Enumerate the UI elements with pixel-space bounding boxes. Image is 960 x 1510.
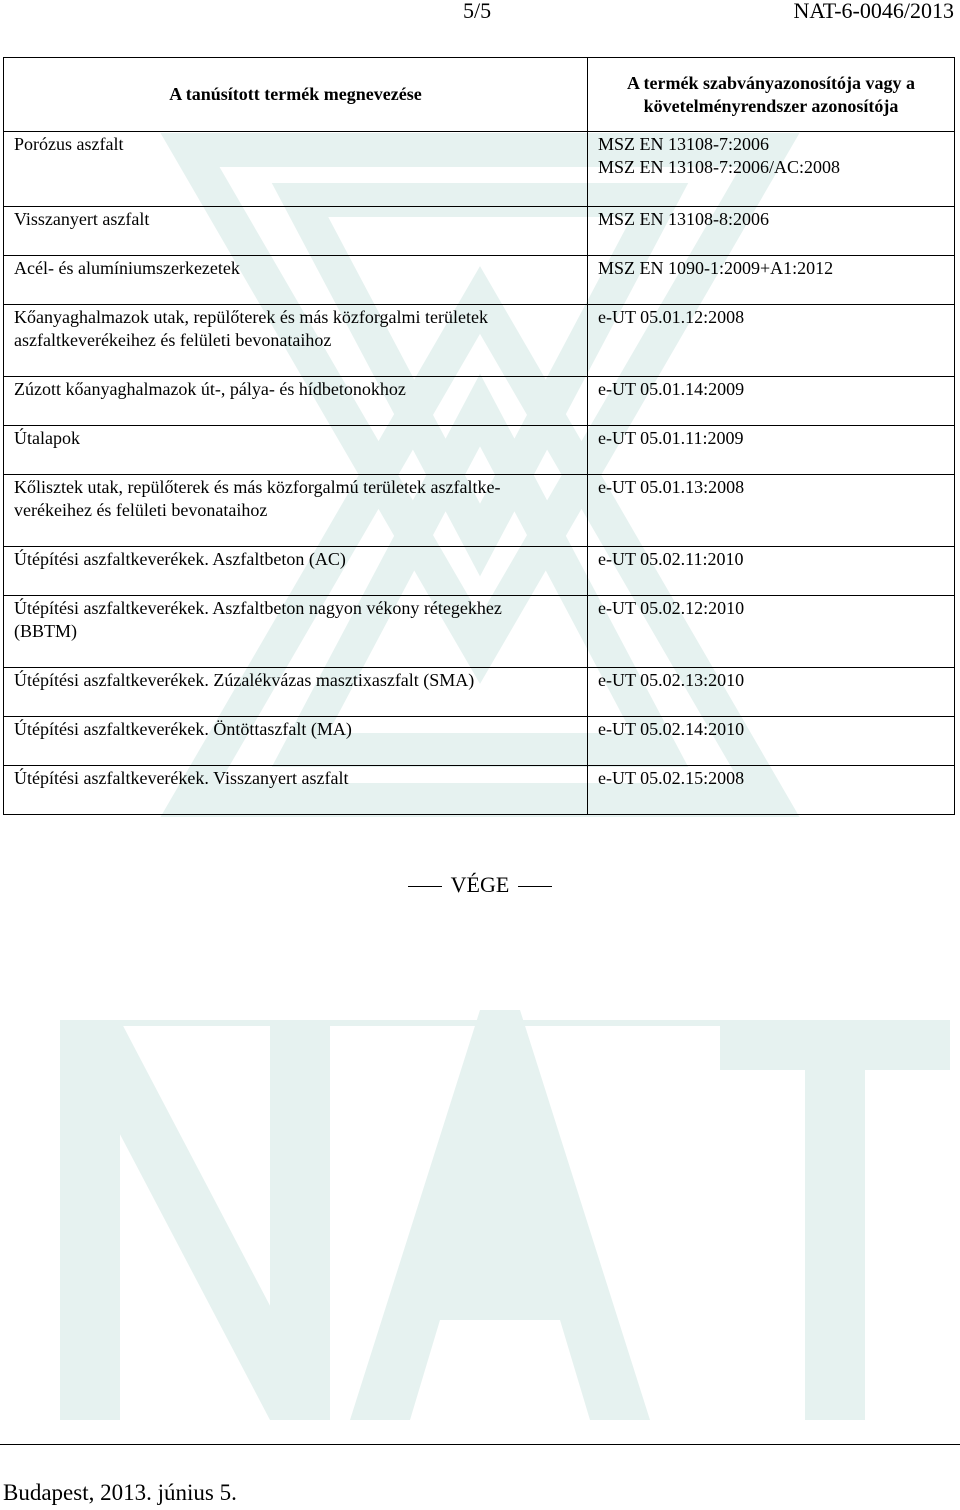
table-row [4, 547, 955, 596]
end-dash-left [408, 886, 442, 887]
table-row [4, 596, 955, 668]
page-header [0, 0, 960, 28]
footer-divider [0, 1444, 960, 1445]
table-row [4, 207, 955, 256]
table-row [4, 256, 955, 305]
product-name: Acél- és alumíniumszerkezetek [4, 256, 588, 305]
table-row [4, 766, 955, 815]
standard-id: MSZ EN 1090-1:2009+A1:2012 [588, 256, 955, 305]
product-name: Útépítési aszfaltkeverékek. Aszfaltbeton (AC) [4, 547, 588, 596]
standard-id: e-UT 05.01.12:2008 [588, 305, 955, 377]
product-name: Visszanyert aszfalt [4, 207, 588, 256]
standard-id: e-UT 05.02.12:2010 [588, 596, 955, 668]
table-row [4, 717, 955, 766]
standard-id: e-UT 05.01.13:2008 [588, 475, 955, 547]
standard-id: e-UT 05.02.13:2010 [588, 668, 955, 717]
page-number: 5/5 [463, 0, 492, 23]
product-name: Kőlisztek utak, repülőterek és más közforgalmú területek aszfaltke- verékeihez és felületi bevonataihoz [4, 475, 588, 547]
table-row [4, 132, 955, 207]
product-name: Zúzott kőanyaghalmazok út-, pálya- és hídbetonokhoz [4, 377, 588, 426]
product-name: Útalapok [4, 426, 588, 475]
standard-id: e-UT 05.01.11:2009 [588, 426, 955, 475]
product-name: Útépítési aszfaltkeverékek. Aszfaltbeton nagyon vékony rétegekhez (BBTM) [4, 596, 588, 668]
standard-id: MSZ EN 13108-7:2006 MSZ EN 13108-7:2006/AC:2008 [588, 132, 955, 207]
standard-id: e-UT 05.01.14:2009 [588, 377, 955, 426]
product-name: Porózus aszfalt [4, 132, 588, 207]
table-header-row [4, 58, 955, 132]
table-row [4, 377, 955, 426]
table-row [4, 426, 955, 475]
footer-place-date: Budapest, 2013. június 5. [3, 1480, 237, 1505]
standard-id: MSZ EN 13108-8:2006 [588, 207, 955, 256]
standard-id: e-UT 05.02.14:2010 [588, 717, 955, 766]
end-label: VÉGE [450, 872, 510, 897]
document-id: NAT-6-0046/2013 [793, 0, 954, 23]
product-name: Útépítési aszfaltkeverékek. Öntöttaszfalt (MA) [4, 717, 588, 766]
table-row [4, 668, 955, 717]
certified-products-table [3, 57, 955, 815]
column-header-product: A tanúsított termék megnevezése [4, 58, 588, 132]
product-name: Útépítési aszfaltkeverékek. Visszanyert aszfalt [4, 766, 588, 815]
table-row [4, 475, 955, 547]
product-name: Útépítési aszfaltkeverékek. Zúzalékvázas masztixaszfalt (SMA) [4, 668, 588, 717]
end-of-document-mark [0, 872, 960, 898]
standard-id: e-UT 05.02.15:2008 [588, 766, 955, 815]
standard-id: e-UT 05.02.11:2010 [588, 547, 955, 596]
table-row [4, 305, 955, 377]
column-header-standard: A termék szabványazonosítója vagy a követelményrendszer azonosítója [588, 58, 955, 132]
product-name: Kőanyaghalmazok utak, repülőterek és más közforgalmi területek aszfaltkeverékeihez és felületi bevonataihoz [4, 305, 588, 377]
end-dash-right [518, 886, 552, 887]
